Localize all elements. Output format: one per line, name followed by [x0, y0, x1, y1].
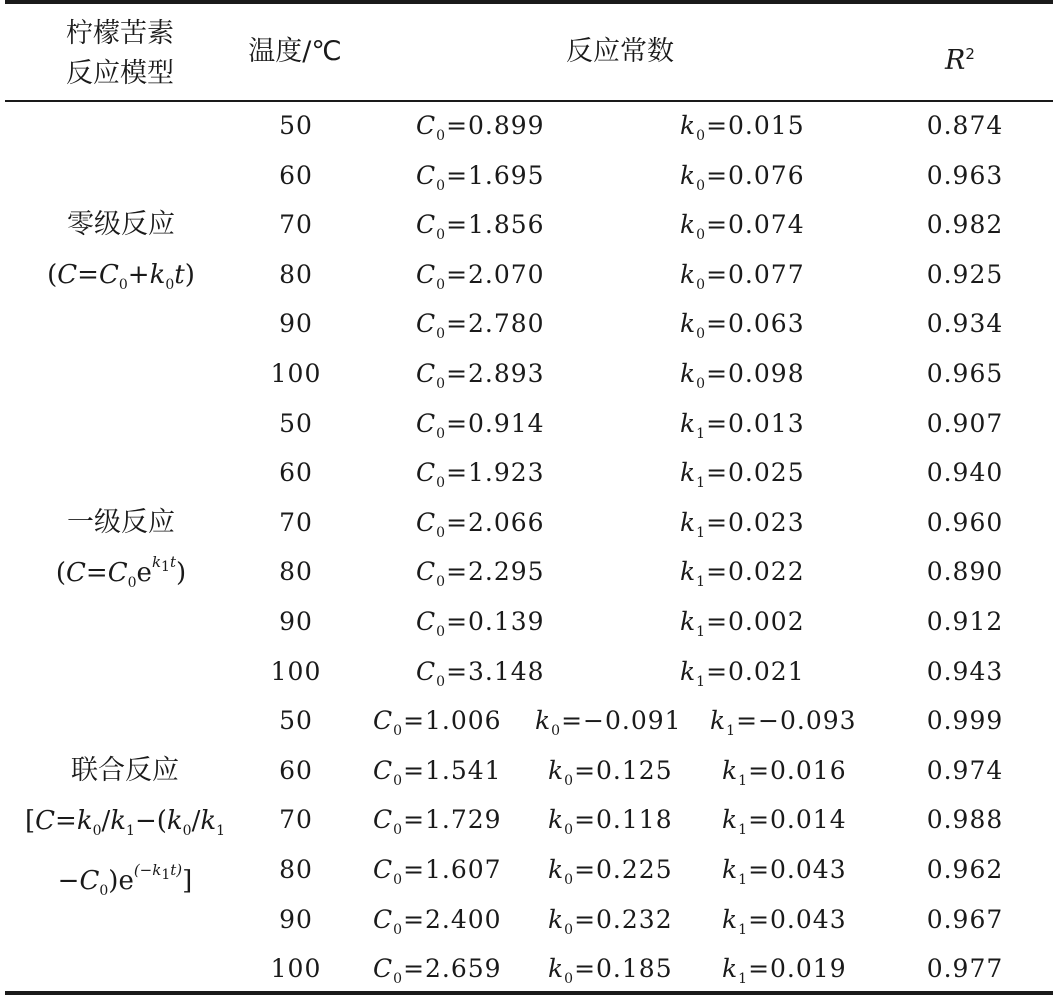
- k0-cell: $k_0=0.225$: [548, 855, 673, 888]
- c0-cell: $C_0=1.856$: [416, 210, 545, 244]
- header-temp: 温度/℃: [248, 36, 342, 67]
- temp-cell: 50: [279, 408, 313, 438]
- k-cell: $k_1=0.025$: [680, 458, 805, 492]
- k-cell: $k_1=0.013$: [680, 408, 805, 442]
- r2-cell: 0.974: [926, 755, 1004, 785]
- temp-cell: 60: [279, 458, 313, 488]
- c0-cell: $C_0=2.659$: [373, 954, 502, 988]
- temp-cell: 90: [279, 607, 313, 636]
- header-model-line2: 反应模型: [66, 58, 174, 89]
- k0-cell: $k_0=0.118$: [548, 805, 673, 839]
- group-combined-formula-line2: $-C_0)e^{(-k_1t)}$]: [57, 861, 193, 900]
- temp-cell: 90: [279, 309, 313, 339]
- group-first-order-formula: $(C=C_0e^{k_1t})$: [55, 553, 187, 592]
- k0-cell: $k_0=0.185$: [548, 954, 673, 988]
- k-cell: $k_0=0.063$: [680, 309, 805, 343]
- r2-cell: 0.940: [926, 458, 1004, 488]
- k1-cell: $k_1=0.016$: [722, 755, 847, 789]
- r2-cell: 0.960: [926, 507, 1004, 537]
- temp-cell: 100: [270, 954, 322, 984]
- group-first-order-name: 一级反应: [67, 507, 175, 538]
- temp-cell: 100: [270, 359, 322, 388]
- k-cell: $k_1=0.002$: [680, 607, 805, 640]
- k-cell: $k_0=0.015$: [680, 111, 805, 144]
- c0-cell: $C_0=3.148$: [416, 656, 545, 690]
- header-r2-symbol: R: [945, 45, 966, 76]
- temp-cell: 60: [279, 755, 313, 785]
- r2-cell: 0.982: [926, 210, 1004, 240]
- c0-cell: $C_0=2.295$: [416, 557, 545, 591]
- c0-cell: $C_0=0.139$: [416, 607, 545, 640]
- temp-cell: 60: [279, 160, 313, 190]
- k-cell: $k_1=0.023$: [680, 507, 805, 541]
- k1-cell: $k_1=0.043$: [722, 904, 847, 938]
- group-zero-order-formula: $(C=C_0+k_0t)$: [47, 260, 195, 294]
- k1-cell: $k_1=0.019$: [722, 954, 847, 988]
- r2-cell: 0.912: [926, 607, 1004, 636]
- k1-cell: $k_1=0.043$: [722, 855, 847, 888]
- r2-cell: 0.962: [926, 855, 1004, 884]
- r2-cell: 0.965: [926, 359, 1004, 388]
- k0-cell: $k_0=0.125$: [548, 755, 673, 789]
- table-top-rule: [5, 0, 1053, 4]
- r2-cell: 0.967: [926, 904, 1004, 934]
- r2-cell: 0.963: [926, 160, 1004, 190]
- group-zero-order-label: [0, 200, 242, 310]
- temp-cell: 70: [279, 507, 313, 537]
- k-cell: $k_0=0.098$: [680, 359, 805, 392]
- temp-cell: 80: [279, 259, 313, 289]
- k-cell: $k_0=0.076$: [680, 160, 805, 194]
- c0-cell: $C_0=0.899$: [416, 111, 545, 144]
- temp-cell: 50: [279, 706, 313, 736]
- c0-cell: $C_0=2.893$: [416, 359, 545, 392]
- k-cell: $k_1=0.021$: [680, 656, 805, 690]
- r2-cell: 0.934: [926, 309, 1004, 339]
- c0-cell: $C_0=1.006$: [373, 706, 502, 740]
- group-combined-name: 联合反应: [71, 755, 179, 786]
- r2-cell: 0.874: [926, 111, 1004, 140]
- header-constants: 反应常数: [566, 36, 674, 67]
- c0-cell: $C_0=1.541$: [373, 755, 502, 789]
- temp-cell: 70: [279, 805, 313, 835]
- c0-cell: $C_0=2.400$: [373, 904, 502, 938]
- temp-cell: 80: [279, 557, 313, 587]
- temp-cell: 80: [279, 855, 313, 884]
- c0-cell: $C_0=2.780$: [416, 309, 545, 343]
- c0-cell: $C_0=1.607$: [373, 855, 502, 888]
- temp-cell: 70: [279, 210, 313, 240]
- k1-cell: $k_1=-0.093$: [710, 706, 857, 740]
- group-first-order-label: [0, 498, 242, 608]
- r2-cell: 0.907: [926, 408, 1004, 438]
- c0-cell: $C_0=1.729$: [373, 805, 502, 839]
- group-combined-label: [0, 746, 250, 916]
- k1-cell: $k_1=0.014$: [722, 805, 847, 839]
- r2-cell: 0.988: [926, 805, 1004, 835]
- temp-cell: 90: [279, 904, 313, 934]
- group-combined-formula-line1: [$C=k_0/k_1-(k_0/k_1$: [24, 806, 226, 840]
- c0-cell: $C_0=2.066$: [416, 507, 545, 541]
- header-r2-exp: 2: [965, 45, 975, 63]
- k-cell: $k_0=0.074$: [680, 210, 805, 244]
- c0-cell: $C_0=1.923$: [416, 458, 545, 492]
- c0-cell: $C_0=2.070$: [416, 259, 545, 293]
- temp-cell: 100: [270, 656, 322, 686]
- c0-cell: $C_0=1.695$: [416, 160, 545, 194]
- group-zero-order-name: 零级反应: [67, 209, 175, 240]
- k0-cell: $k_0=-0.091$: [535, 706, 682, 740]
- r2-cell: 0.977: [926, 954, 1004, 984]
- table-bottom-rule: [5, 991, 1053, 995]
- k-cell: $k_0=0.077$: [680, 259, 805, 293]
- k0-cell: $k_0=0.232$: [548, 904, 673, 938]
- header-r2: [920, 34, 1000, 81]
- header-model: [40, 14, 200, 94]
- r2-cell: 0.890: [926, 557, 1004, 587]
- c0-cell: $C_0=0.914$: [416, 408, 545, 442]
- r2-cell: 0.943: [926, 656, 1004, 686]
- temp-cell: 50: [279, 111, 313, 140]
- r2-cell: 0.925: [926, 259, 1004, 289]
- header-model-line1: 柠檬苦素: [66, 18, 174, 49]
- r2-cell: 0.999: [926, 706, 1004, 736]
- k-cell: $k_1=0.022$: [680, 557, 805, 591]
